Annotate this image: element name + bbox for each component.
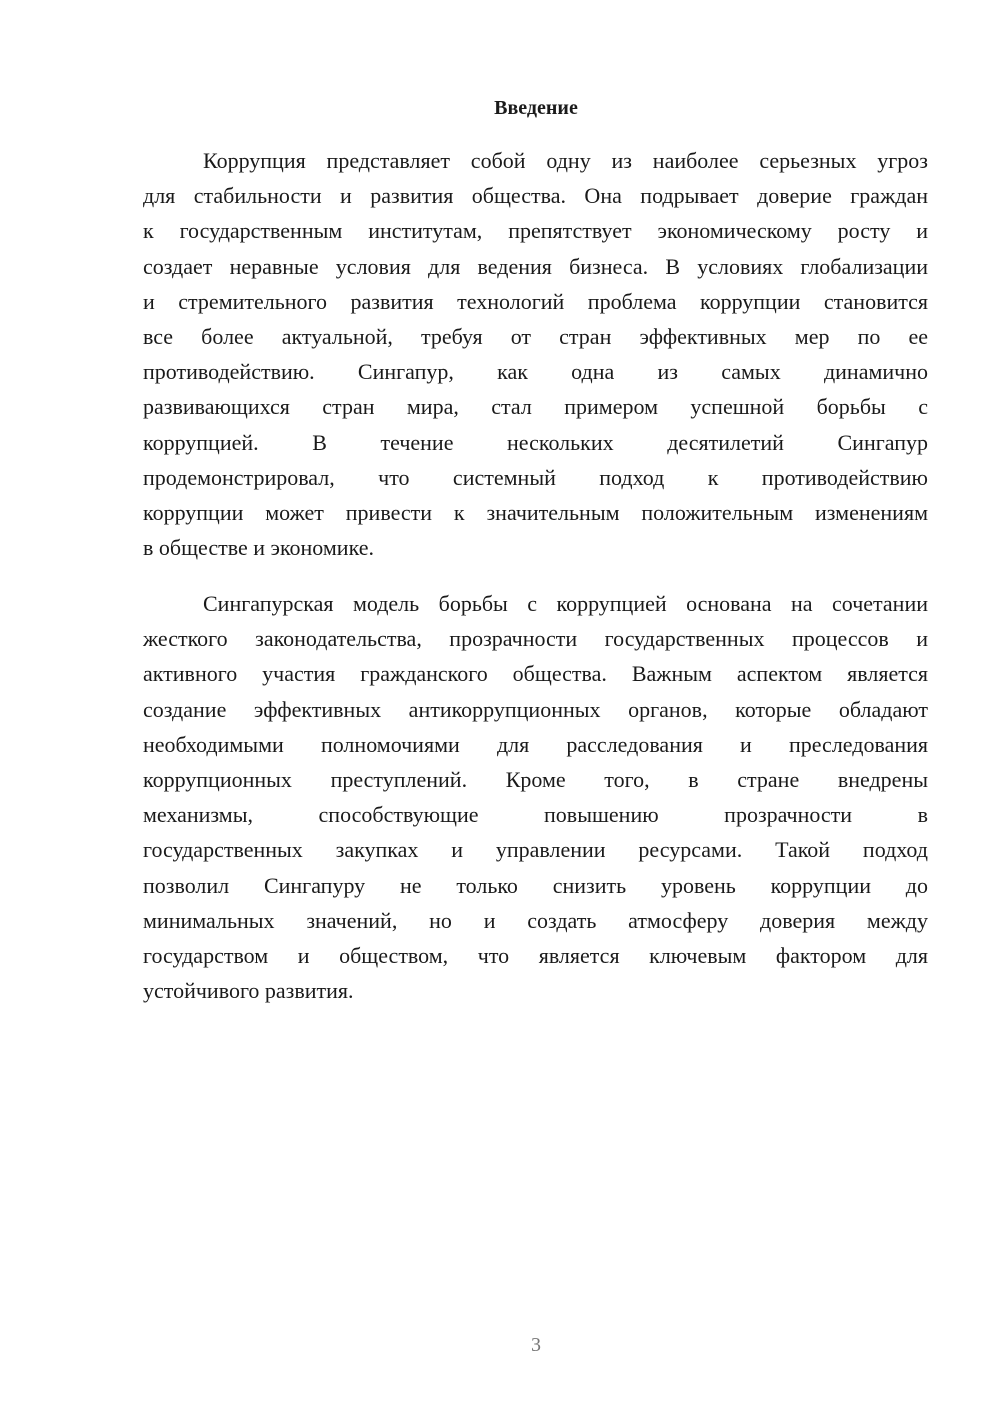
text-line: продемонстрировал, что системный подход к противодействию (143, 464, 928, 490)
text-line: в обществе и экономике. (143, 535, 374, 561)
paragraph-2 (143, 586, 928, 1008)
text-line: государственных закупках и управлении ресурсами. Такой подход (143, 837, 928, 863)
text-line: и стремительного развития технологий проблема коррупции становится (143, 288, 928, 314)
text-line: жесткого законодательства, прозрачности государственных процессов и (143, 626, 928, 652)
text-line: для стабильности и развития общества. Она подрывает доверие граждан (143, 183, 928, 209)
text-line: активного участия гражданского общества. Важным аспектом является (143, 661, 928, 687)
page-title: Введение (494, 97, 578, 119)
text-line: коррупционных преступлений. Кроме того, в стране внедрены (143, 766, 928, 792)
page-number: 3 (531, 1334, 541, 1356)
text-line: Коррупция представляет собой одну из наиболее серьезных угроз (203, 148, 928, 173)
text-line: к государственным институтам, препятствует экономическому росту и (143, 218, 928, 244)
paragraph-1 (143, 143, 928, 565)
text-line: создание эффективных антикоррупционных органов, которые обладают (143, 696, 928, 722)
text-line: государством и обществом, что является ключевым фактором для (143, 942, 928, 968)
text-line: создает неравные условия для ведения бизнеса. В условиях глобализации (143, 253, 928, 279)
text-line: позволил Сингапуру не только снизить уровень коррупции до (143, 872, 928, 898)
text-line: механизмы, способствующие повышению прозрачности в (143, 802, 928, 828)
text-line: коррупции может привести к значительным положительным изменениям (143, 499, 928, 525)
text-line: коррупцией. В течение нескольких десятилетий Сингапур (143, 429, 928, 455)
text-line: необходимыми полномочиями для расследования и преследования (143, 731, 928, 757)
text-line: противодействию. Сингапур, как одна из самых динамично (143, 359, 928, 385)
text-line: минимальных значений, но и создать атмосферу доверия между (143, 907, 928, 933)
text-line: устойчивого развития. (143, 978, 354, 1004)
text-line: все более актуальной, требуя от стран эффективных мер по ее (143, 323, 928, 349)
text-line: развивающихся стран мира, стал примером успешной борьбы с (143, 394, 928, 420)
text-line: Сингапурская модель борьбы с коррупцией основана на сочетании (203, 591, 928, 616)
